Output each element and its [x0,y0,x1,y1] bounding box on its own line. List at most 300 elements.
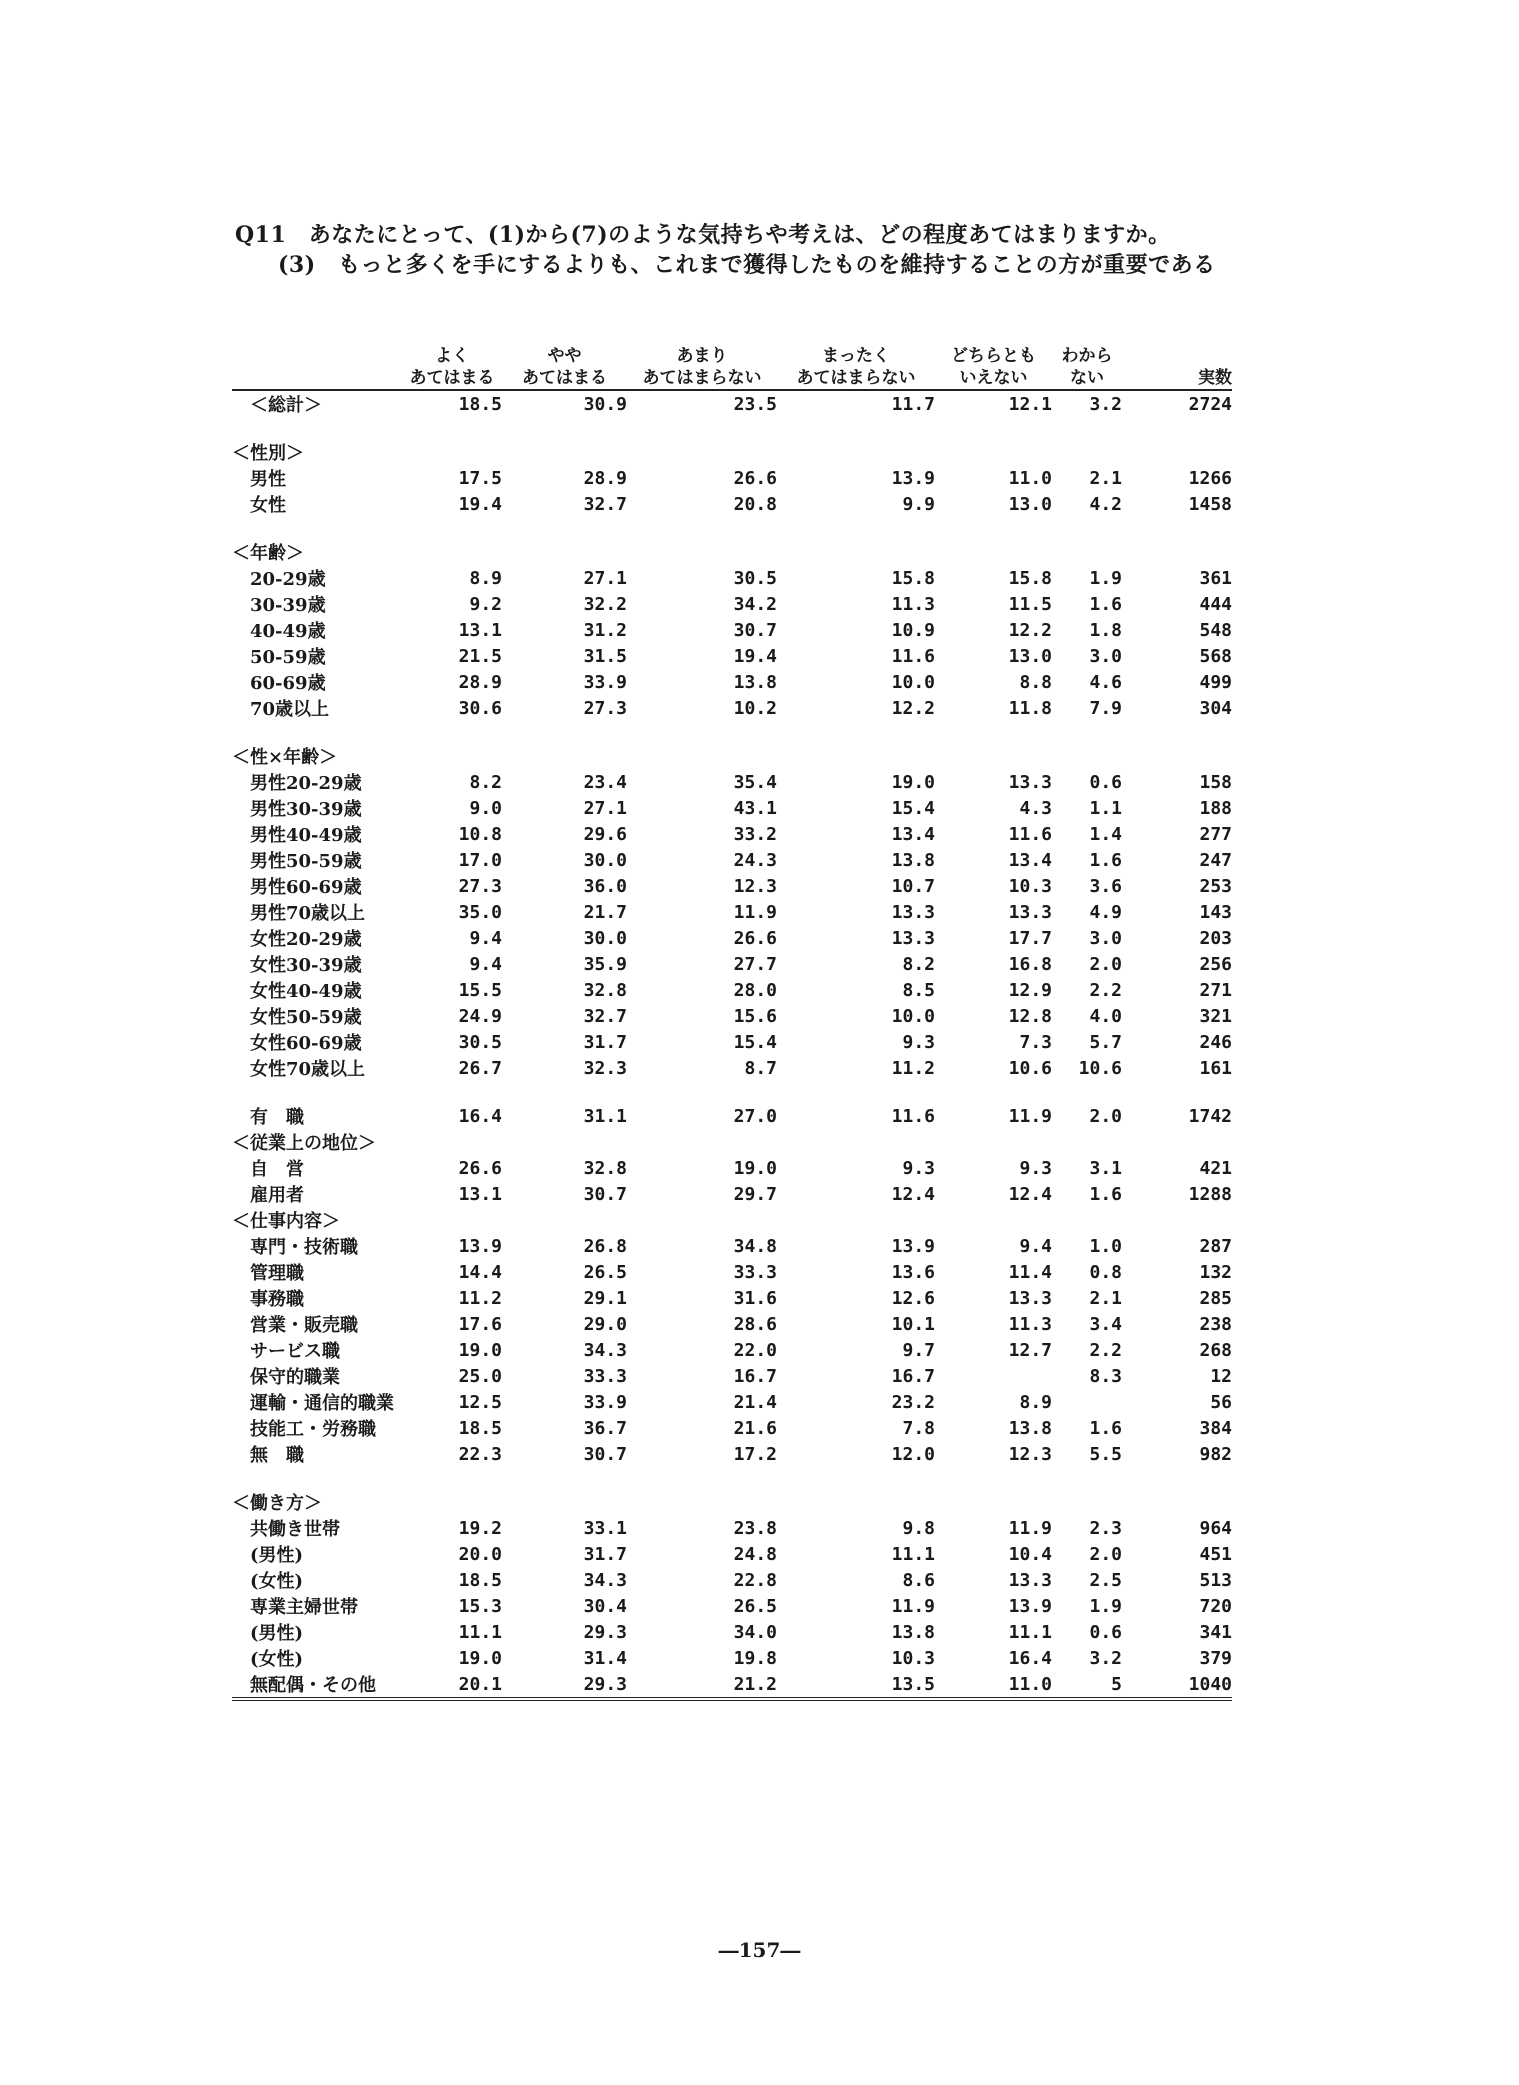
value-cell: 30.6 [458,697,502,719]
value-cell: 11.9 [891,1595,935,1617]
value-cell: 10.9 [891,619,935,641]
value-cell [402,1207,502,1233]
column-header: わから ない [1061,346,1113,388]
value-cell: 21.7 [583,901,627,923]
value-cell: 32.7 [583,493,627,515]
value-cell: 0.6 [1089,771,1122,793]
count-cell: 158 [1199,771,1232,793]
value-cell [502,1489,627,1515]
page-number: ―157― [718,1938,801,1962]
table-row [232,1337,1232,1363]
value-cell: 34.3 [583,1339,627,1361]
count-cell: 1266 [1188,467,1232,489]
count-cell: 2724 [1188,393,1232,415]
value-cell: 13.8 [891,849,935,871]
value-cell: 27.1 [583,797,627,819]
table-row [232,821,1232,847]
count-cell [1122,539,1232,565]
value-cell: 22.3 [458,1443,502,1465]
value-cell: 11.6 [1008,823,1052,845]
value-cell: 1.6 [1089,849,1122,871]
value-cell: 33.2 [733,823,777,845]
row-label: 男性50-59歳 [250,851,362,872]
value-cell: 11.5 [1008,593,1052,615]
column-header: やや あてはまる [522,346,607,388]
table-row [232,1363,1232,1389]
row-label: ＜性×年齢＞ [232,747,338,768]
value-cell: 36.7 [583,1417,627,1439]
count-cell: 271 [1199,979,1232,1001]
value-cell: 26.6 [733,927,777,949]
value-cell: 12.1 [1008,393,1052,415]
table-row [232,565,1232,591]
value-cell: 8.7 [744,1057,777,1079]
group-header-row [232,1207,1232,1233]
value-cell: 15.4 [891,797,935,819]
value-cell: 11.7 [891,393,935,415]
value-cell: 10.3 [891,1647,935,1669]
value-cell [627,539,777,565]
count-cell: 568 [1199,645,1232,667]
table-row [232,1003,1232,1029]
value-cell [777,1207,935,1233]
value-cell [1052,1129,1122,1155]
table-row [232,1645,1232,1671]
value-cell [627,439,777,465]
value-cell: 34.2 [733,593,777,615]
value-cell [502,1129,627,1155]
value-cell: 2.2 [1089,1339,1122,1361]
value-cell: 33.9 [583,1391,627,1413]
value-cell: 9.4 [1019,1235,1052,1257]
value-cell: 11.1 [891,1543,935,1565]
value-cell: 13.9 [891,1235,935,1257]
value-cell: 12.7 [1008,1339,1052,1361]
count-cell: 720 [1199,1595,1232,1617]
value-cell: 23.8 [733,1517,777,1539]
spacer-cell [232,721,1232,743]
table-row [232,1567,1232,1593]
value-cell: 10.1 [891,1313,935,1335]
value-cell: 31.4 [583,1647,627,1669]
value-cell: 9.2 [469,593,502,615]
row-label: 女性20-29歳 [250,929,362,950]
value-cell: 33.1 [583,1517,627,1539]
table-row [232,1311,1232,1337]
value-cell: 3.6 [1089,875,1122,897]
count-cell: 499 [1199,671,1232,693]
value-cell: 31.7 [583,1031,627,1053]
value-cell: 19.4 [733,645,777,667]
value-cell: 12.3 [1008,1443,1052,1465]
value-cell: 11.4 [1008,1261,1052,1283]
count-cell: 56 [1210,1391,1232,1413]
value-cell: 11.3 [891,593,935,615]
value-cell: 28.9 [583,467,627,489]
value-cell: 21.2 [733,1673,777,1695]
value-cell: 26.7 [458,1057,502,1079]
value-cell [502,539,627,565]
value-cell: 20.0 [458,1543,502,1565]
value-cell: 13.1 [458,1183,502,1205]
value-cell: 15.8 [1008,567,1052,589]
value-cell: 2.5 [1089,1569,1122,1591]
value-cell: 10.6 [1078,1057,1122,1079]
value-cell: 21.5 [458,645,502,667]
count-cell: 513 [1199,1569,1232,1591]
value-cell: 33.3 [733,1261,777,1283]
value-cell [402,1489,502,1515]
value-cell [935,539,1052,565]
value-cell: 9.7 [902,1339,935,1361]
value-cell [1052,539,1122,565]
value-cell: 18.5 [458,1417,502,1439]
count-cell: 1040 [1188,1673,1232,1695]
value-cell: 16.7 [733,1365,777,1387]
count-cell [1122,1129,1232,1155]
table-row [232,1441,1232,1467]
count-cell: 1288 [1188,1183,1232,1205]
value-cell: 15.4 [733,1031,777,1053]
table-row [232,1541,1232,1567]
value-cell: 10.2 [733,697,777,719]
value-cell: 9.4 [469,953,502,975]
row-label: ＜年齢＞ [232,543,304,564]
value-cell: 12.0 [891,1443,935,1465]
count-cell: 247 [1199,849,1232,871]
value-cell: 11.6 [891,1105,935,1127]
value-cell: 30.4 [583,1595,627,1617]
value-cell: 4.2 [1089,493,1122,515]
table-row [232,1103,1232,1129]
group-header-row [232,439,1232,465]
value-cell: 28.0 [733,979,777,1001]
spacer-row [232,1467,1232,1489]
count-cell [1122,743,1232,769]
row-label: 男性 [250,469,286,490]
table-row [232,1593,1232,1619]
row-label: 無配偶・その他 [250,1675,376,1696]
value-cell: 43.1 [733,797,777,819]
value-cell: 13.3 [891,901,935,923]
table-row [232,1671,1232,1699]
value-cell [1052,1489,1122,1515]
value-cell: 8.2 [469,771,502,793]
value-cell: 5.5 [1089,1443,1122,1465]
count-cell [1122,1489,1232,1515]
value-cell: 2.0 [1089,1543,1122,1565]
group-header-row [232,1129,1232,1155]
value-cell: 32.2 [583,593,627,615]
row-label: 男性70歳以上 [250,903,366,924]
value-cell: 35.0 [458,901,502,923]
table-row [232,1515,1232,1541]
value-cell: 10.4 [1008,1543,1052,1565]
count-cell: 285 [1199,1287,1232,1309]
value-cell [502,1207,627,1233]
value-cell: 1.8 [1089,619,1122,641]
row-label: 保守的職業 [250,1367,340,1388]
value-cell: 3.1 [1089,1157,1122,1179]
value-cell [777,439,935,465]
value-cell: 11.3 [1008,1313,1052,1335]
value-cell: 30.9 [583,393,627,415]
count-cell: 203 [1199,927,1232,949]
value-cell: 1.1 [1089,797,1122,819]
row-label: 女性50-59歳 [250,1007,362,1028]
value-cell: 16.8 [1008,953,1052,975]
value-cell: 32.3 [583,1057,627,1079]
value-cell: 23.5 [733,393,777,415]
value-cell: 8.9 [469,567,502,589]
value-cell: 4.0 [1089,1005,1122,1027]
row-label: 女性30-39歳 [250,955,362,976]
value-cell: 13.9 [891,467,935,489]
value-cell: 24.3 [733,849,777,871]
row-label: 女性40-49歳 [250,981,362,1002]
row-label: ＜仕事内容＞ [232,1211,340,1232]
value-cell: 23.2 [891,1391,935,1413]
value-cell: 3.4 [1089,1313,1122,1335]
value-cell: 15.5 [458,979,502,1001]
row-label: 無 職 [250,1445,304,1466]
group-header-row [232,1489,1232,1515]
value-cell: 13.0 [1008,493,1052,515]
value-cell: 30.7 [583,1183,627,1205]
value-cell: 15.6 [733,1005,777,1027]
count-cell: 132 [1199,1261,1232,1283]
row-label: ＜働き方＞ [232,1493,322,1514]
row-label: 有 職 [250,1107,304,1128]
table-row [232,591,1232,617]
value-cell: 32.7 [583,1005,627,1027]
table-row [232,925,1232,951]
header-label-cell [232,345,402,390]
value-cell: 15.3 [458,1595,502,1617]
value-cell: 34.0 [733,1621,777,1643]
value-cell [402,439,502,465]
value-cell: 27.3 [458,875,502,897]
value-cell: 27.0 [733,1105,777,1127]
value-cell: 18.5 [458,393,502,415]
value-cell: 0.6 [1089,1621,1122,1643]
row-label: (女性) [250,1649,304,1670]
value-cell: 5.7 [1089,1031,1122,1053]
value-cell: 2.0 [1089,1105,1122,1127]
column-header: まったく あてはまらない [796,346,916,388]
value-cell: 13.5 [891,1673,935,1695]
value-cell: 21.6 [733,1417,777,1439]
spacer-row [232,721,1232,743]
value-cell: 10.6 [1008,1057,1052,1079]
value-cell: 8.9 [1019,1391,1052,1413]
column-header: よく あてはまる [409,346,495,388]
row-label: 営業・販売職 [250,1315,358,1336]
table-row [232,1029,1232,1055]
table-row [232,1415,1232,1441]
value-cell [1052,743,1122,769]
value-cell [935,1489,1052,1515]
count-cell: 384 [1199,1417,1232,1439]
count-cell: 161 [1199,1057,1232,1079]
spacer-cell [232,1081,1232,1103]
value-cell: 10.0 [891,1005,935,1027]
value-cell [935,439,1052,465]
value-cell: 17.0 [458,849,502,871]
value-cell: 1.9 [1089,1595,1122,1617]
value-cell: 17.5 [458,467,502,489]
value-cell: 2.1 [1089,1287,1122,1309]
value-cell: 8.3 [1089,1365,1122,1387]
value-cell: 13.0 [1008,645,1052,667]
group-header-row [232,743,1232,769]
count-cell: 982 [1199,1443,1232,1465]
value-cell: 9.3 [902,1157,935,1179]
value-cell: 2.1 [1089,467,1122,489]
table-row [232,847,1232,873]
value-cell: 12.4 [891,1183,935,1205]
value-cell: 13.3 [891,927,935,949]
value-cell: 26.8 [583,1235,627,1257]
value-cell: 13.3 [1008,1569,1052,1591]
value-cell [502,743,627,769]
row-label: 20-29歳 [250,569,326,590]
value-cell: 29.0 [583,1313,627,1335]
value-cell: 31.7 [583,1543,627,1565]
results-table [232,345,1232,1701]
value-cell [627,743,777,769]
table-body [232,390,1232,1699]
count-cell: 253 [1199,875,1232,897]
value-cell: 19.0 [733,1157,777,1179]
row-label: 運輸・通信的職業 [250,1393,394,1414]
value-cell [777,1489,935,1515]
value-cell: 2.3 [1089,1517,1122,1539]
table-row [232,769,1232,795]
table-row [232,1181,1232,1207]
value-cell: 7.3 [1019,1031,1052,1053]
row-label: 50-59歳 [250,647,326,668]
value-cell: 29.3 [583,1673,627,1695]
row-label: 男性30-39歳 [250,799,362,820]
count-cell: 1458 [1188,493,1232,515]
count-cell: 304 [1199,697,1232,719]
table-row [232,1259,1232,1285]
value-cell [502,439,627,465]
value-cell: 9.0 [469,797,502,819]
table-row [232,617,1232,643]
table-row [232,873,1232,899]
count-cell: 188 [1199,797,1232,819]
value-cell: 8.8 [1019,671,1052,693]
value-cell: 8.6 [902,1569,935,1591]
table-row [232,977,1232,1003]
value-cell [935,1129,1052,1155]
value-cell: 29.6 [583,823,627,845]
count-cell: 1742 [1188,1105,1232,1127]
value-cell: 9.3 [902,1031,935,1053]
value-cell: 10.0 [891,671,935,693]
table-row [232,1285,1232,1311]
value-cell: 16.7 [891,1365,935,1387]
value-cell: 17.7 [1008,927,1052,949]
table-row [232,1055,1232,1081]
value-cell: 19.0 [458,1339,502,1361]
value-cell: 10.8 [458,823,502,845]
value-cell: 11.2 [458,1287,502,1309]
value-cell: 31.1 [583,1105,627,1127]
value-cell: 25.0 [458,1365,502,1387]
value-cell: 29.1 [583,1287,627,1309]
value-cell [777,1129,935,1155]
value-cell: 1.0 [1089,1235,1122,1257]
value-cell: 24.8 [733,1543,777,1565]
count-cell: 246 [1199,1031,1232,1053]
count-cell [1122,439,1232,465]
value-cell: 12.8 [1008,1005,1052,1027]
row-label: 専門・技術職 [250,1237,358,1258]
value-cell: 32.8 [583,979,627,1001]
value-cell: 11.2 [891,1057,935,1079]
count-cell: 238 [1199,1313,1232,1335]
value-cell: 13.4 [1008,849,1052,871]
value-cell: 30.5 [733,567,777,589]
value-cell: 8.2 [902,953,935,975]
value-cell: 23.4 [583,771,627,793]
count-cell: 964 [1199,1517,1232,1539]
value-cell: 34.8 [733,1235,777,1257]
row-label: 女性60-69歳 [250,1033,362,1054]
value-cell: 14.4 [458,1261,502,1283]
value-cell: 11.9 [733,901,777,923]
count-cell [1122,1207,1232,1233]
value-cell: 13.3 [1008,901,1052,923]
value-cell: 19.0 [458,1647,502,1669]
value-cell: 12.3 [733,875,777,897]
value-cell: 17.2 [733,1443,777,1465]
value-cell: 12.2 [1008,619,1052,641]
group-header-row [232,539,1232,565]
row-label: 40-49歳 [250,621,326,642]
spacer-cell [232,417,1232,439]
value-cell: 1.9 [1089,567,1122,589]
value-cell: 13.4 [891,823,935,845]
row-label: (男性) [250,1623,304,1644]
spacer-row [232,417,1232,439]
value-cell: 30.0 [583,849,627,871]
value-cell [935,1363,1052,1389]
count-cell: 321 [1199,1005,1232,1027]
value-cell: 24.9 [458,1005,502,1027]
value-cell: 12.2 [891,697,935,719]
spacer-row [232,1081,1232,1103]
value-cell: 31.5 [583,645,627,667]
value-cell: 30.7 [583,1443,627,1465]
spacer-cell [232,517,1232,539]
value-cell: 22.8 [733,1569,777,1591]
value-cell: 19.2 [458,1517,502,1539]
value-cell: 31.2 [583,619,627,641]
value-cell [935,743,1052,769]
value-cell: 19.4 [458,493,502,515]
value-cell: 21.4 [733,1391,777,1413]
table-row [232,1233,1232,1259]
row-label: 管理職 [250,1263,304,1284]
value-cell [402,539,502,565]
column-header: あまり あてはまらない [642,346,762,388]
row-label: (男性) [250,1545,304,1566]
value-cell: 30.5 [458,1031,502,1053]
